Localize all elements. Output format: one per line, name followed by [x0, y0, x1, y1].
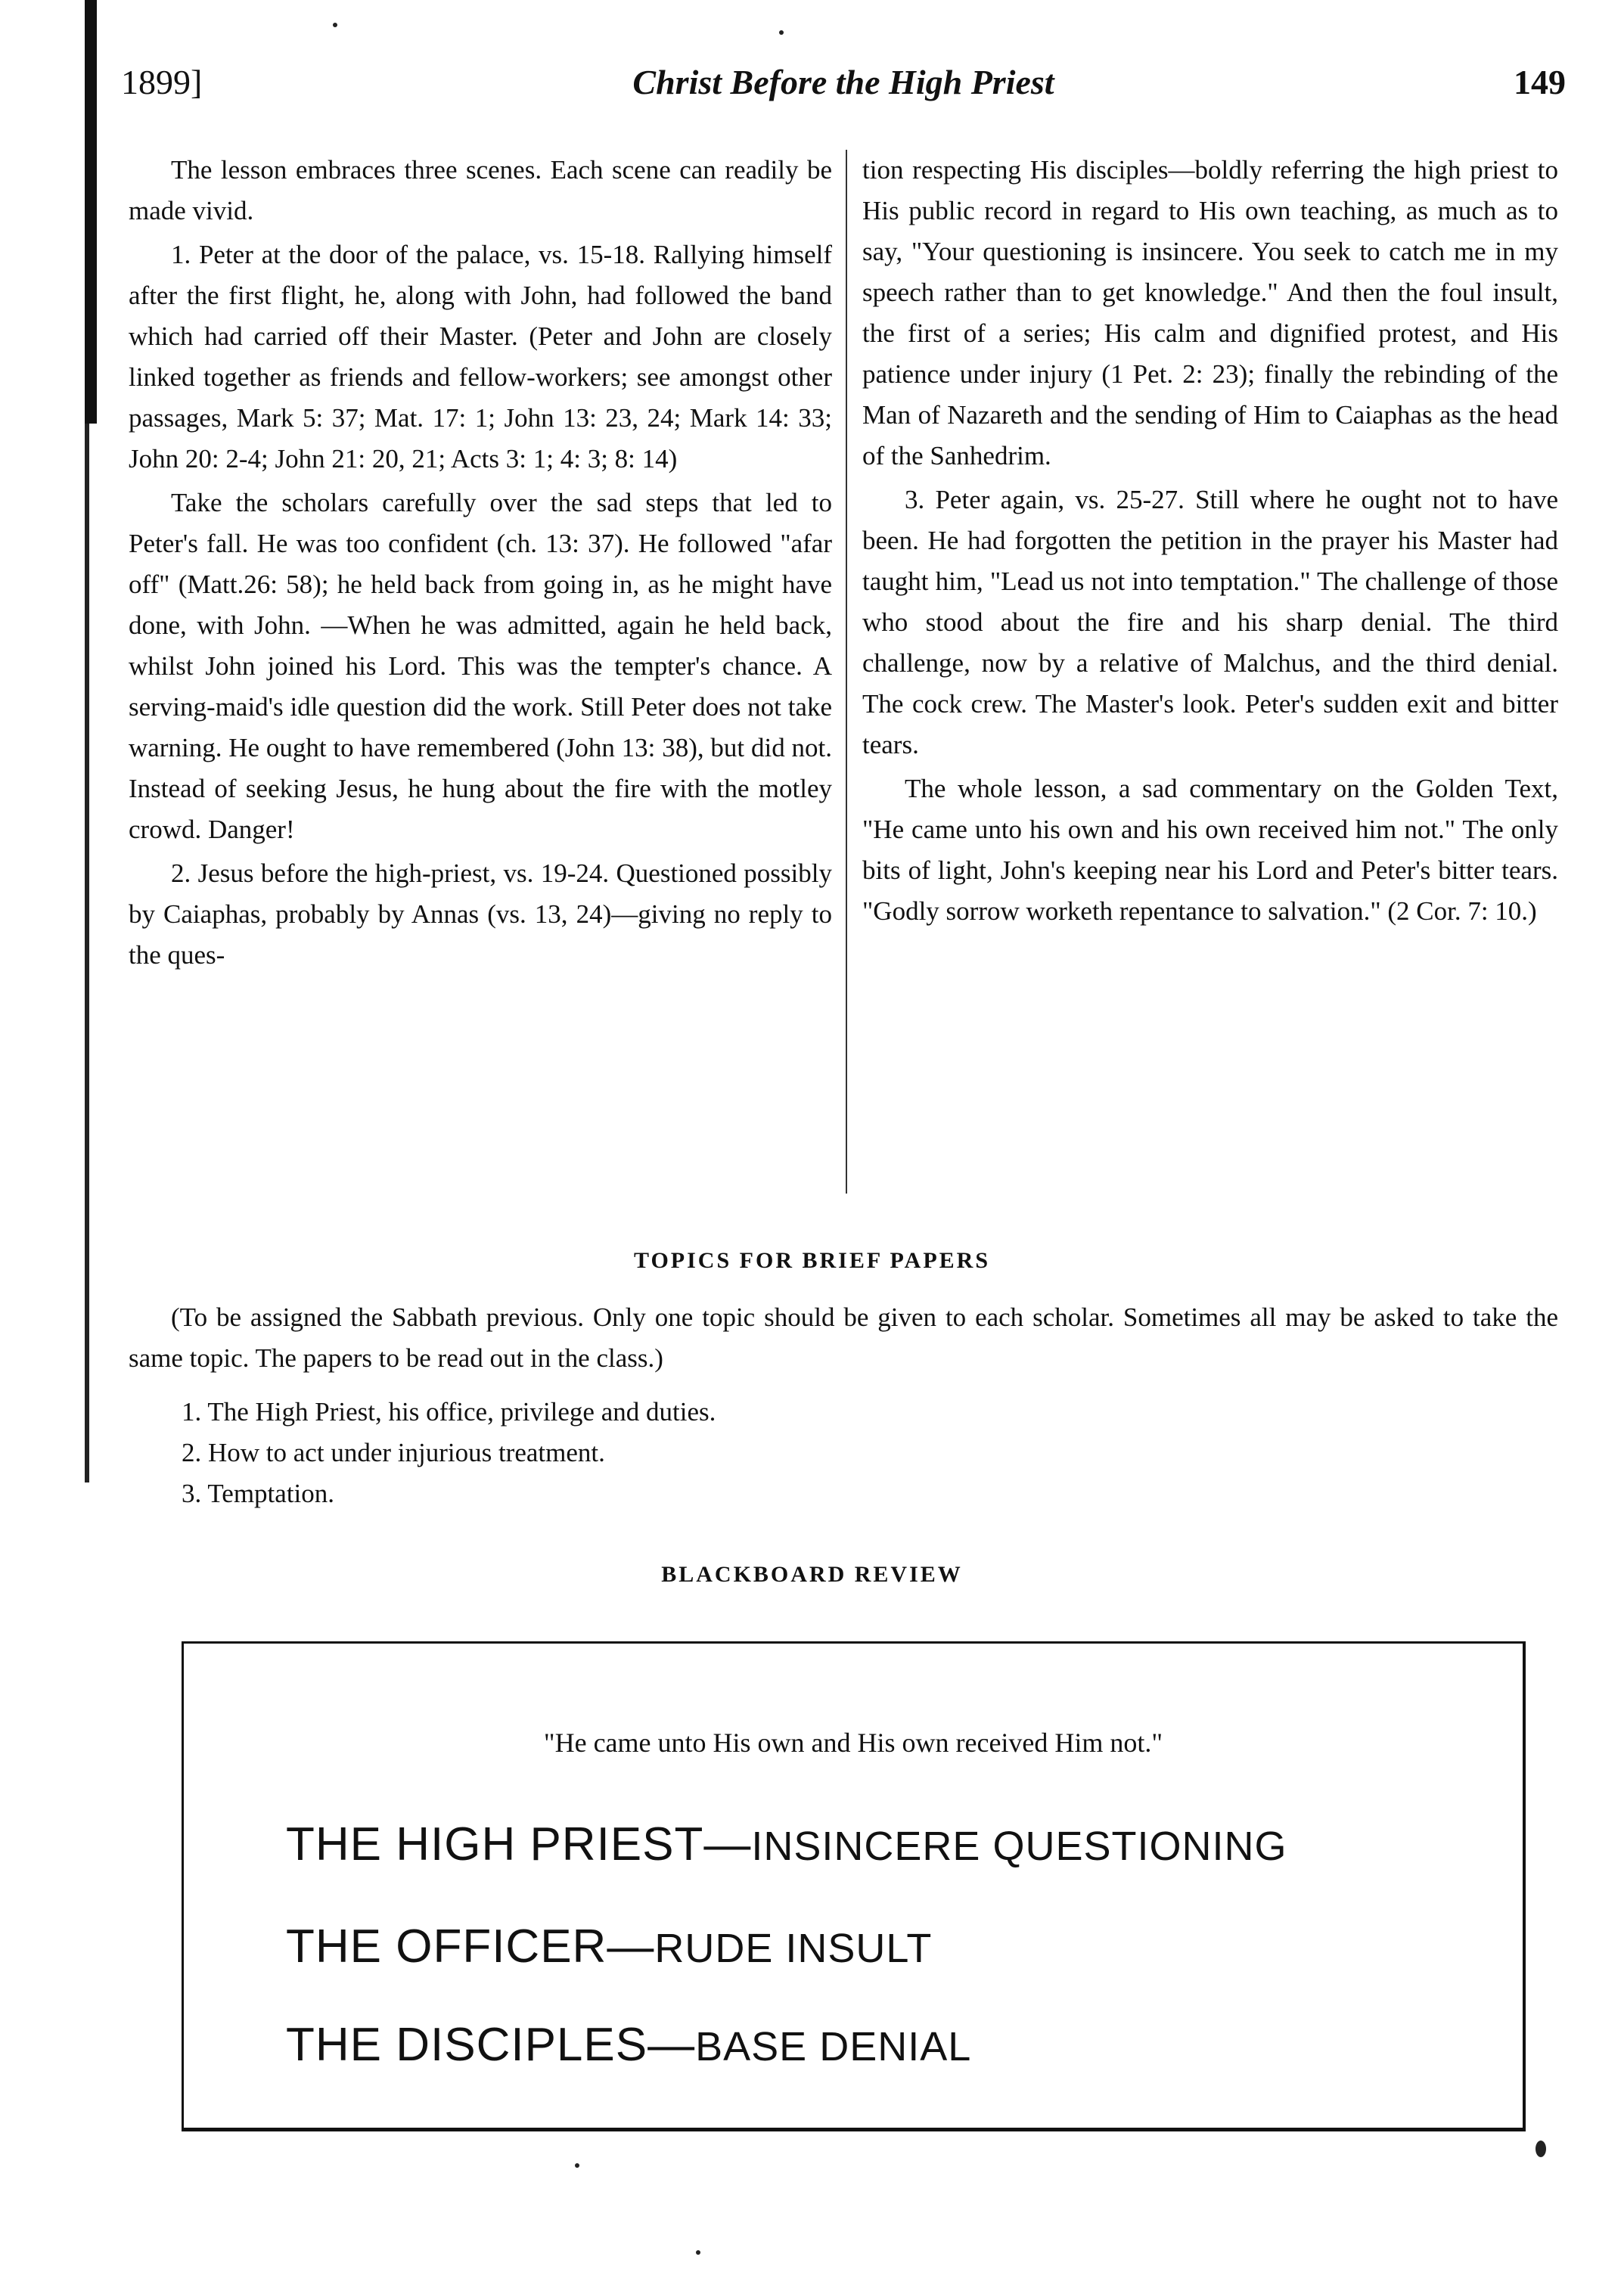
list-item: 1. The High Priest, his office, privilege and duties. — [182, 1397, 716, 1427]
page-edge-line — [85, 424, 89, 1482]
print-speck — [696, 2250, 700, 2255]
blackboard-heading: BLACKBOARD REVIEW — [661, 1562, 963, 1587]
page-edge-shadow — [85, 0, 97, 424]
print-speck — [575, 2163, 579, 2168]
line-description: RUDE INSULT — [654, 1926, 933, 1971]
left-column — [129, 150, 832, 976]
line-subject: THE DISCIPLES — [286, 2019, 648, 2071]
line-subject: THE HIGH PRIEST — [286, 1818, 704, 1871]
header-title: Christ Before the High Priest — [632, 63, 1054, 101]
line-dash: — — [647, 2019, 696, 2071]
line-dash: — — [703, 1818, 752, 1871]
paragraph: The lesson embraces three scenes. Each scene can readily be made vivid. — [129, 155, 832, 225]
topics-intro: (To be assigned the Sabbath previous. Only one topic should be given to each scholar. Sometimes all may be asked to take the same topic. The papers to be read out in the class.) — [129, 1302, 1558, 1373]
print-speck — [779, 30, 784, 35]
list-item: 3. Temptation. — [182, 1479, 335, 1508]
line-dash: — — [607, 1920, 655, 1973]
right-column — [862, 150, 1558, 932]
line-subject: THE OFFICER — [286, 1920, 607, 1973]
column-divider — [846, 150, 847, 1194]
paragraph: 3. Peter again, vs. 25-27. Still where he ought not to have been. He had forgotten the petition in the prayer his Master had taught him, "Lead us not into temptation." The challenge of those who stood about the fire and his sharp denial. The third challenge, now by a relative of Malchus, and the third denial. The cock crew. The Master's look. Peter's sudden exit and bitter tears. — [862, 485, 1558, 759]
line-description: INSINCERE QUESTIONING — [751, 1824, 1287, 1869]
blackboard-line-disciples — [286, 2018, 971, 2072]
list-item: 2. How to act under injurious treatment. — [182, 1438, 605, 1467]
line-description: BASE DENIAL — [695, 2024, 972, 2069]
page-number: 149 — [1514, 63, 1566, 101]
print-speck — [1536, 2141, 1546, 2157]
running-header — [121, 62, 1566, 115]
print-speck — [333, 23, 337, 27]
topics-heading: TOPICS FOR BRIEF PAPERS — [634, 1248, 990, 1273]
blackboard-review-box — [182, 1641, 1526, 2131]
topics-list — [182, 1392, 716, 1514]
paragraph: 1. Peter at the door of the palace, vs. 15-18. Rallying himself after the first flight, he, along with John, had followed the band which had carried off their Master. (Peter and John are closely linked together as friends and fellow-workers; see amongst other passages, Mark 5: 37; Mat. 17: 1; John 13: 23, 24; Mark 14: 33; John 20: 2-4; John 21: 20, 21; Acts 3: 1; 4: 3; 8: 14) — [129, 240, 832, 473]
paragraph: Take the scholars carefully over the sad steps that led to Peter's fall. He was too confident (ch. 13: 37). He followed "afar off" (Matt.26: 58); he held back from going in, as he might have done, with John. —When he was admitted, again he held back, whilst John joined his Lord. This was the tempter's chance. A serving-maid's idle question did the work. Still Peter does not take warning. He ought to have remembered (John 13: 38), but did not. Instead of seeking Jesus, he hung about the fire with the motley crowd. Danger! — [129, 488, 832, 844]
paragraph: 2. Jesus before the high-priest, vs. 19-24. Questioned possibly by Caiaphas, probably by Annas (vs. 13, 24)—giving no reply to the ques- — [129, 858, 832, 970]
paragraph: tion respecting His disciples—boldly referring the high priest to His public record in regard to His own teaching, as much as to say, "Your questioning is insincere. You seek to catch me in my speech rather than to get knowledge." And then the foul insult, the first of a series; His calm and dignified protest, and His patience under injury (1 Pet. 2: 23); finally the rebinding of the Man of Nazareth and the sending of Him to Caiaphas as the head of the Sanhedrim. — [862, 155, 1558, 470]
blackboard-line-officer — [286, 1920, 932, 1973]
paragraph: The whole lesson, a sad commentary on the Golden Text, "He came unto his own and his own received him not." The only bits of light, John's keeping near his Lord and Peter's bitter tears. "Godly sorrow worketh repentance to salvation." (2 Cor. 7: 10.) — [862, 774, 1558, 926]
blackboard-line-high-priest — [286, 1818, 1287, 1871]
blackboard-quote: "He came unto His own and His own received Him not." — [543, 1728, 1163, 1758]
header-year: 1899] — [121, 63, 203, 101]
